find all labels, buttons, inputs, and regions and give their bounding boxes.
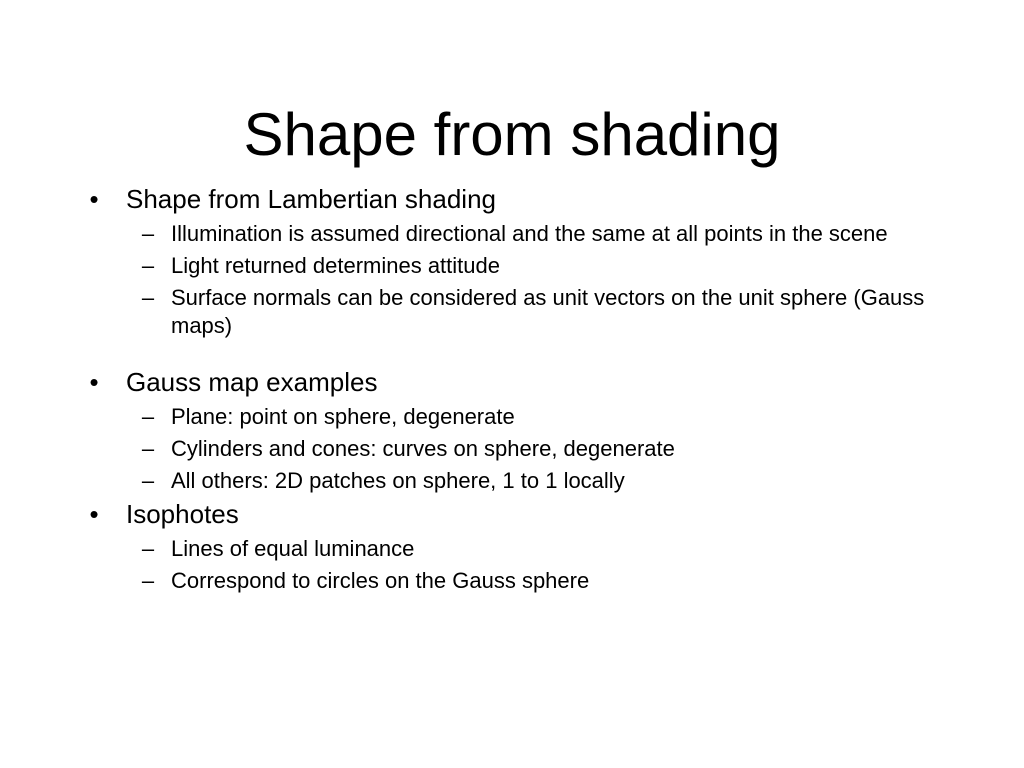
bullet-item xyxy=(84,182,944,216)
dash-icon: – xyxy=(141,468,155,493)
sub-bullet-text: All others: 2D patches on sphere, 1 to 1 locally xyxy=(171,468,625,493)
sub-bullet-text: Plane: point on sphere, degenerate xyxy=(171,404,515,429)
bullet-item xyxy=(84,365,944,399)
dash-icon: – xyxy=(141,536,155,561)
sub-bullet-item xyxy=(84,567,944,595)
sub-bullet-item xyxy=(84,435,944,463)
dash-icon: – xyxy=(141,253,155,278)
sub-bullet-item xyxy=(84,535,944,563)
sub-bullet-item xyxy=(84,284,944,340)
sub-bullet-item xyxy=(84,403,944,431)
bullet-icon: • xyxy=(89,499,99,529)
section-spacer xyxy=(84,340,944,365)
sub-bullet-text: Light returned determines attitude xyxy=(171,253,500,278)
bullet-text: Gauss map examples xyxy=(126,367,378,397)
bullet-item xyxy=(84,497,944,531)
dash-icon: – xyxy=(141,285,155,310)
dash-icon: – xyxy=(141,221,155,246)
sub-bullet-text: Surface normals can be considered as unit vectors on the unit sphere (Gauss maps) xyxy=(171,285,925,338)
bullet-icon: • xyxy=(89,367,99,397)
sub-bullet-text: Lines of equal luminance xyxy=(171,536,415,561)
sub-bullet-text: Illumination is assumed directional and the same at all points in the scene xyxy=(171,221,888,246)
sub-bullet-text: Correspond to circles on the Gauss sphere xyxy=(171,568,590,593)
sub-bullet-item xyxy=(84,252,944,280)
sub-bullet-text: Cylinders and cones: curves on sphere, degenerate xyxy=(171,436,675,461)
bullet-text: Shape from Lambertian shading xyxy=(126,184,497,214)
bullet-text: Isophotes xyxy=(126,499,239,529)
dash-icon: – xyxy=(141,436,155,461)
slide-content xyxy=(84,182,944,595)
slide-title: Shape from shading xyxy=(243,101,781,168)
bullet-icon: • xyxy=(89,184,99,214)
sub-bullet-item xyxy=(84,467,944,495)
sub-bullet-item xyxy=(84,220,944,248)
dash-icon: – xyxy=(141,404,155,429)
dash-icon: – xyxy=(141,568,155,593)
